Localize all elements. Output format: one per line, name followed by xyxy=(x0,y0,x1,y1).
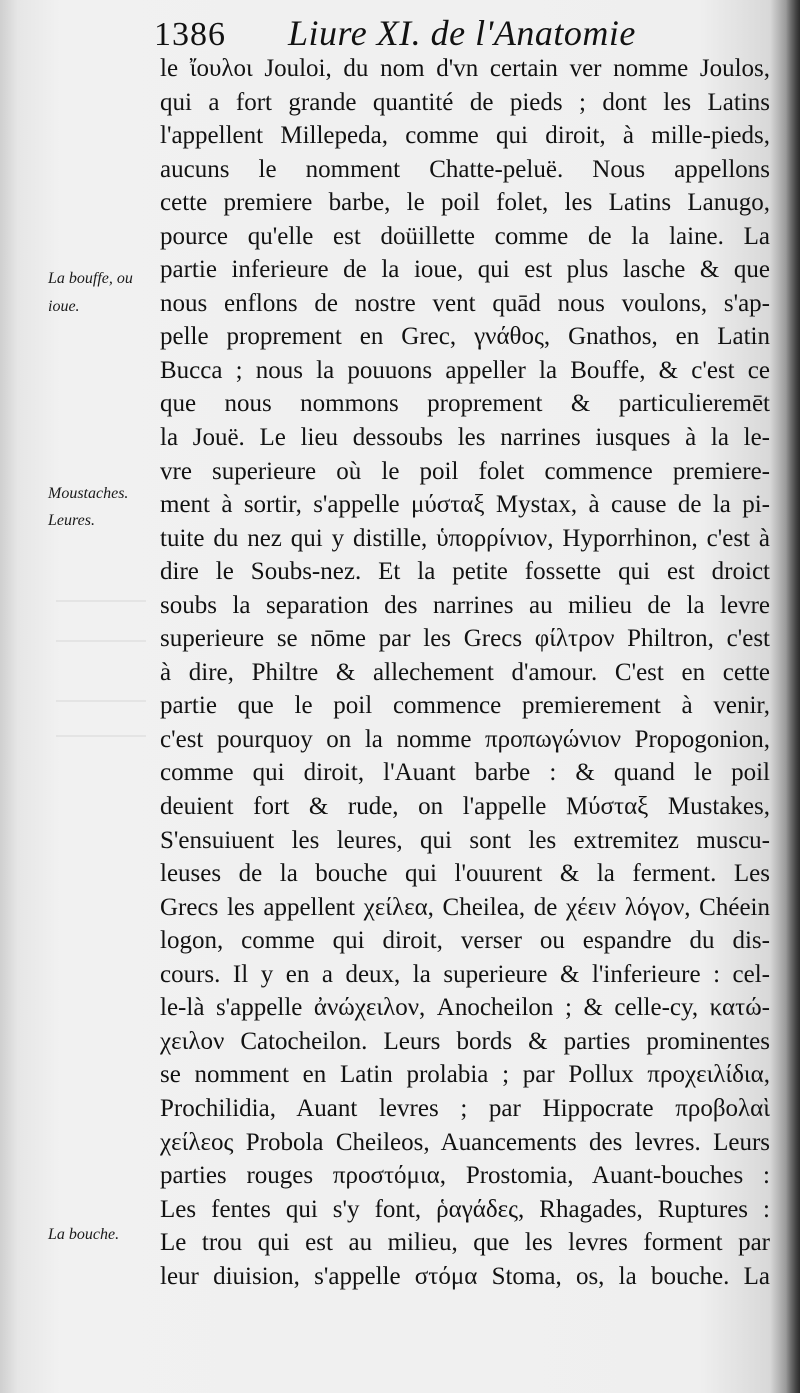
text-line: le ἴουλοι Jouloi, du nom d'vn certain ver nomme Joulos, xyxy=(160,55,770,82)
text-line: Bucca ; nous la pouuons appeller la Bouffe, & c'est ce xyxy=(160,356,770,384)
text-line: deuient fort & rude, on l'appelle Μύσταξ Mustakes, xyxy=(160,793,770,821)
text-line: Les fentes qui s'y font, ῥαγάδες, Rhagades, Ruptures : xyxy=(160,1195,770,1223)
text-line: comme qui diroit, l'Auant barbe : & quand le poil xyxy=(160,759,770,787)
text-line: vre superieure où le poil folet commence premiere- xyxy=(160,457,770,485)
page-number: 1386 xyxy=(154,16,226,53)
text-line: pource qu'elle est doüillette comme de la laine. La xyxy=(160,222,770,250)
text-line: cours. Il y en a deux, la superieure & l'inferieure : cel- xyxy=(160,960,770,988)
text-line: S'ensuiuent les leures, qui sont les extremitez muscu- xyxy=(160,826,770,854)
margin-notes xyxy=(0,0,160,1393)
page-edge-shadow xyxy=(786,0,800,1393)
text-line: Le trou qui est au milieu, que les levres forment par xyxy=(160,1229,770,1257)
text-line: la Jouë. Le lieu dessoubs les narrines iusques à la le- xyxy=(160,424,770,452)
text-line: ment à sortir, s'appelle μύσταξ Mystax, à cause de la pi- xyxy=(160,491,770,519)
show-through-mark xyxy=(56,735,146,737)
text-line: leuses de la bouche qui l'ouurent & la ferment. Les xyxy=(160,860,770,888)
margin-note-bouche: La bouche. xyxy=(48,1226,120,1243)
body-text xyxy=(160,52,770,1293)
show-through-mark xyxy=(56,600,146,602)
text-line: Prochilidia, Auant levres ; par Hippocrate προβολαὶ xyxy=(160,1094,770,1122)
text-line: se nomment en Latin prolabia ; par Pollux προχειλίδια, xyxy=(160,1061,770,1089)
text-line: pelle proprement en Grec, γνάθος, Gnathos, en Latin xyxy=(160,323,770,351)
text-line: aucuns le nomment Chatte-peluë. Nous appellons xyxy=(160,155,770,183)
text-line: partie inferieure de la ioue, qui est plus lasche & que xyxy=(160,256,770,284)
margin-note-bouffe: La bouffe, ou xyxy=(48,270,133,287)
text-line: l'appellent Millepeda, comme qui diroit, à mille-pieds, xyxy=(160,122,770,150)
text-line: partie que le poil commence premierement à venir, xyxy=(160,692,770,720)
text-line: c'est pourquoy on la nomme προπωγώνιον Propogonion, xyxy=(160,725,770,753)
text-line: dire le Soubs-nez. Et la petite fossette qui est droict xyxy=(160,558,770,586)
text-line: à dire, Philtre & allechement d'amour. C'est en cette xyxy=(160,658,770,686)
text-line: parties rouges προστόμια, Prostomia, Auant-bouches : xyxy=(160,1162,770,1190)
text-line: leur diuision, s'appelle στόμα Stoma, os, la bouche. La xyxy=(160,1262,770,1290)
text-line: χειλον Catocheilon. Leurs bords & parties prominentes xyxy=(160,1027,770,1055)
margin-note-ioue: ioue. xyxy=(48,298,80,315)
text-line: χείλεος Probola Cheileos, Auancements des levres. Leurs xyxy=(160,1128,770,1156)
text-line: soubs la separation des narrines au milieu de la levre xyxy=(160,591,770,619)
margin-note-leures: Leures. xyxy=(48,512,95,529)
text-line: qui a fort grande quantité de pieds ; dont les Latins xyxy=(160,88,770,116)
show-through-mark xyxy=(56,640,146,642)
margin-note-moustaches: Moustaches. xyxy=(48,485,129,502)
text-line: nous enflons de nostre vent quād nous voulons, s'ap- xyxy=(160,289,770,317)
text-line: cette premiere barbe, le poil folet, les Latins Lanugo, xyxy=(160,189,770,217)
text-line: que nous nommons proprement & particulieremēt xyxy=(160,390,770,418)
running-title: Liure XI. de l'Anatomie xyxy=(288,13,636,53)
text-line: superieure se nōme par les Grecs φίλτρον Philtron, c'est xyxy=(160,625,770,653)
show-through-mark xyxy=(56,700,146,702)
text-line: tuite du nez qui y distille, ὑπορρίνιον, Hyporrhinon, c'est à xyxy=(160,524,770,552)
text-line: logon, comme qui diroit, verser ou espandre du dis- xyxy=(160,927,770,955)
text-line: Grecs les appellent χείλεα, Cheilea, de χέειν λόγον, Chéein xyxy=(160,893,770,921)
text-line: le-là s'appelle ἀνώχειλον, Anocheilon ; & celle-cy, κατώ- xyxy=(160,994,770,1022)
